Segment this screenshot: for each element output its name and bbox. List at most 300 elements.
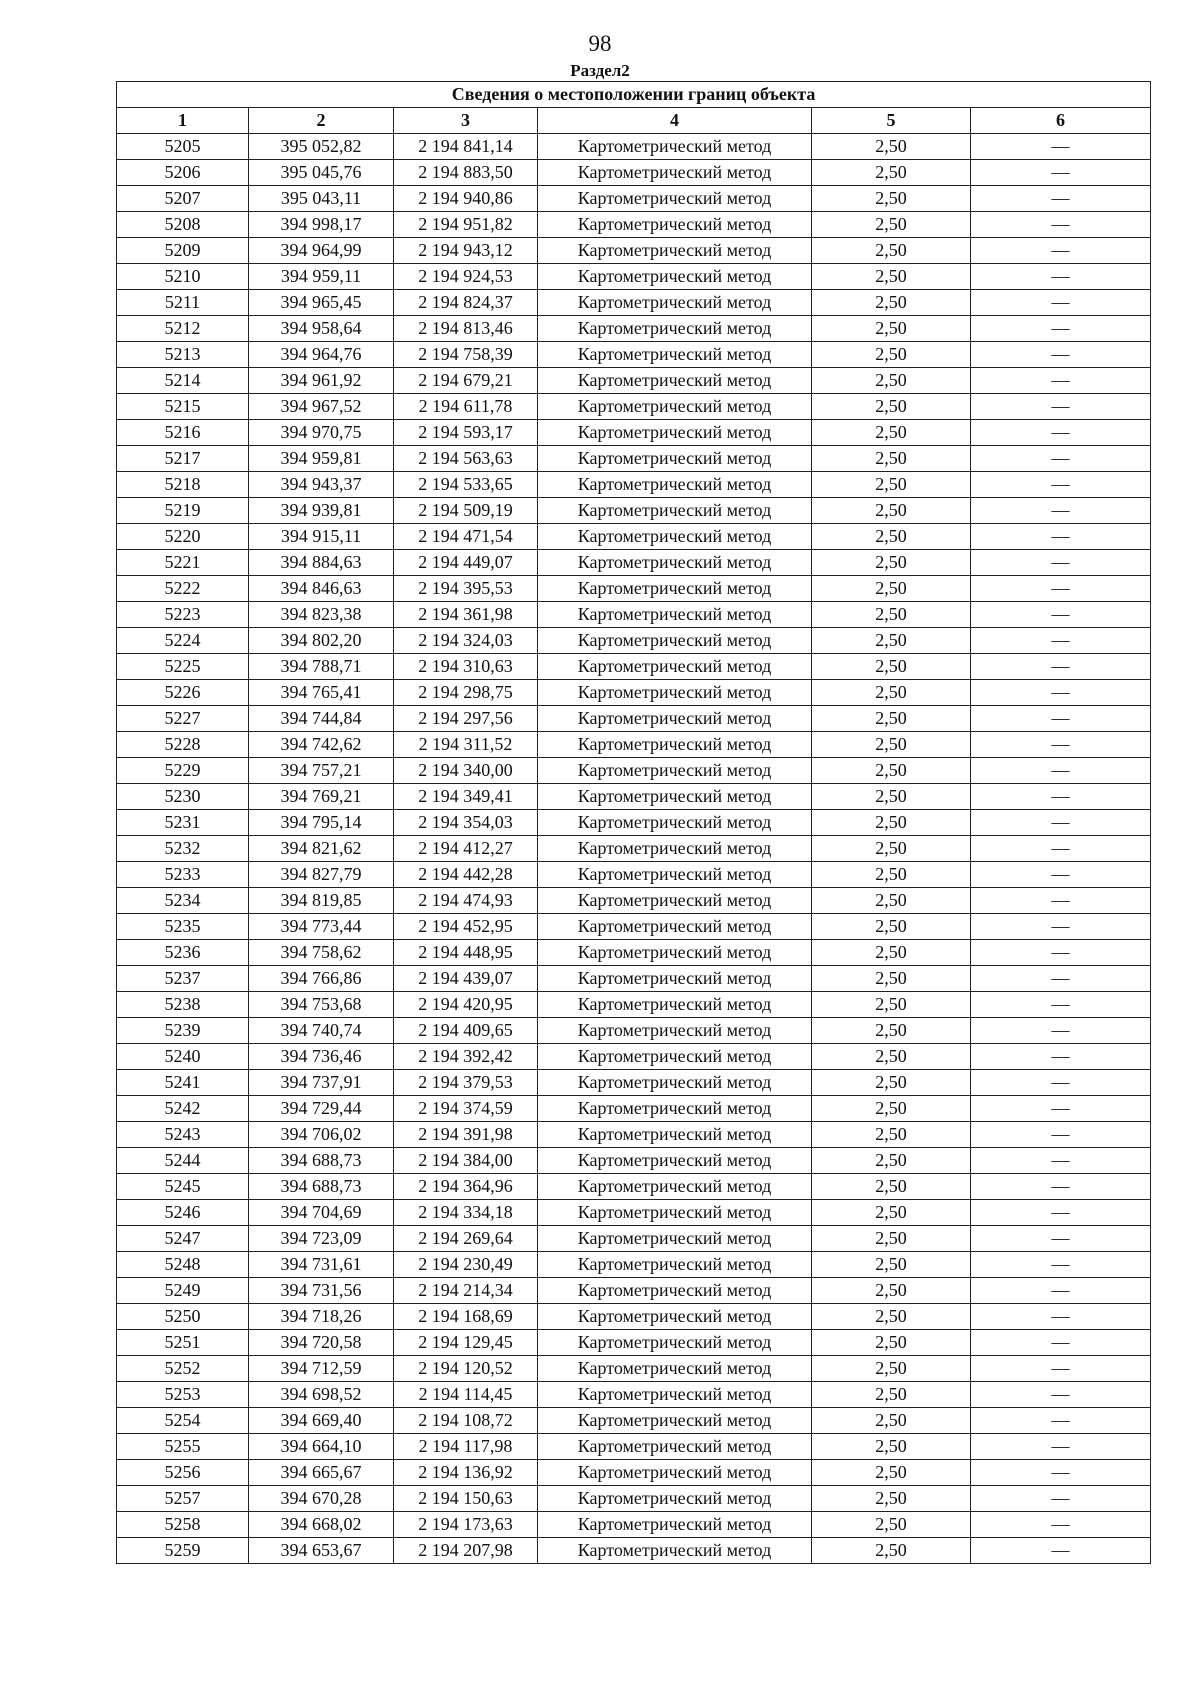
method-cell: Картометрический метод: [538, 1044, 812, 1070]
table-row: [117, 160, 1151, 186]
method-cell: Картометрический метод: [538, 1200, 812, 1226]
table-row: [117, 706, 1151, 732]
point-number-cell: 5245: [117, 1174, 249, 1200]
table-row: [117, 1096, 1151, 1122]
x-coordinate-cell: 394 744,84: [249, 706, 394, 732]
table-row: [117, 628, 1151, 654]
description-cell: —: [971, 1200, 1151, 1226]
x-coordinate-cell: 394 729,44: [249, 1096, 394, 1122]
accuracy-cell: 2,50: [812, 290, 971, 316]
point-number-cell: 5220: [117, 524, 249, 550]
table-row: [117, 1538, 1151, 1564]
x-coordinate-cell: 394 731,56: [249, 1278, 394, 1304]
table-row: [117, 1486, 1151, 1512]
y-coordinate-cell: 2 194 334,18: [394, 1200, 538, 1226]
description-cell: —: [971, 732, 1151, 758]
method-cell: Картометрический метод: [538, 290, 812, 316]
table-row: [117, 810, 1151, 836]
method-cell: Картометрический метод: [538, 212, 812, 238]
accuracy-cell: 2,50: [812, 1122, 971, 1148]
method-cell: Картометрический метод: [538, 238, 812, 264]
column-number: 3: [394, 108, 538, 134]
method-cell: Картометрический метод: [538, 1460, 812, 1486]
x-coordinate-cell: 394 665,67: [249, 1460, 394, 1486]
table-row: [117, 342, 1151, 368]
table-row: [117, 1122, 1151, 1148]
description-cell: —: [971, 1382, 1151, 1408]
table-row: [117, 1356, 1151, 1382]
method-cell: Картометрический метод: [538, 1512, 812, 1538]
point-number-cell: 5241: [117, 1070, 249, 1096]
accuracy-cell: 2,50: [812, 810, 971, 836]
x-coordinate-cell: 394 959,11: [249, 264, 394, 290]
description-cell: —: [971, 1304, 1151, 1330]
table-row: [117, 576, 1151, 602]
y-coordinate-cell: 2 194 114,45: [394, 1382, 538, 1408]
x-coordinate-cell: 394 827,79: [249, 862, 394, 888]
y-coordinate-cell: 2 194 168,69: [394, 1304, 538, 1330]
y-coordinate-cell: 2 194 297,56: [394, 706, 538, 732]
table-row: [117, 550, 1151, 576]
accuracy-cell: 2,50: [812, 966, 971, 992]
method-cell: Картометрический метод: [538, 914, 812, 940]
method-cell: Картометрический метод: [538, 1174, 812, 1200]
accuracy-cell: 2,50: [812, 394, 971, 420]
table-row: [117, 992, 1151, 1018]
description-cell: —: [971, 862, 1151, 888]
accuracy-cell: 2,50: [812, 1226, 971, 1252]
accuracy-cell: 2,50: [812, 1018, 971, 1044]
x-coordinate-cell: 394 961,92: [249, 368, 394, 394]
description-cell: —: [971, 628, 1151, 654]
x-coordinate-cell: 394 788,71: [249, 654, 394, 680]
point-number-cell: 5249: [117, 1278, 249, 1304]
method-cell: Картометрический метод: [538, 1096, 812, 1122]
method-cell: Картометрический метод: [538, 1148, 812, 1174]
y-coordinate-cell: 2 194 349,41: [394, 784, 538, 810]
x-coordinate-cell: 394 737,91: [249, 1070, 394, 1096]
description-cell: —: [971, 1434, 1151, 1460]
y-coordinate-cell: 2 194 474,93: [394, 888, 538, 914]
accuracy-cell: 2,50: [812, 368, 971, 394]
x-coordinate-cell: 394 964,99: [249, 238, 394, 264]
accuracy-cell: 2,50: [812, 1278, 971, 1304]
accuracy-cell: 2,50: [812, 1434, 971, 1460]
point-number-cell: 5215: [117, 394, 249, 420]
method-cell: Картометрический метод: [538, 1278, 812, 1304]
point-number-cell: 5258: [117, 1512, 249, 1538]
x-coordinate-cell: 394 753,68: [249, 992, 394, 1018]
table-row: [117, 316, 1151, 342]
description-cell: —: [971, 550, 1151, 576]
table-row: [117, 238, 1151, 264]
y-coordinate-cell: 2 194 439,07: [394, 966, 538, 992]
x-coordinate-cell: 394 718,26: [249, 1304, 394, 1330]
method-cell: Картометрический метод: [538, 524, 812, 550]
table-row: [117, 446, 1151, 472]
x-coordinate-cell: 394 688,73: [249, 1174, 394, 1200]
description-cell: —: [971, 1460, 1151, 1486]
point-number-cell: 5232: [117, 836, 249, 862]
y-coordinate-cell: 2 194 593,17: [394, 420, 538, 446]
table-row: [117, 1408, 1151, 1434]
point-number-cell: 5255: [117, 1434, 249, 1460]
method-cell: Картометрический метод: [538, 888, 812, 914]
point-number-cell: 5228: [117, 732, 249, 758]
point-number-cell: 5207: [117, 186, 249, 212]
table-row: [117, 394, 1151, 420]
description-cell: —: [971, 342, 1151, 368]
point-number-cell: 5211: [117, 290, 249, 316]
method-cell: Картометрический метод: [538, 992, 812, 1018]
point-number-cell: 5225: [117, 654, 249, 680]
accuracy-cell: 2,50: [812, 680, 971, 706]
method-cell: Картометрический метод: [538, 446, 812, 472]
accuracy-cell: 2,50: [812, 1460, 971, 1486]
method-cell: Картометрический метод: [538, 810, 812, 836]
description-cell: —: [971, 1018, 1151, 1044]
y-coordinate-cell: 2 194 533,65: [394, 472, 538, 498]
description-cell: —: [971, 914, 1151, 940]
column-number: 6: [971, 108, 1151, 134]
table-row: [117, 888, 1151, 914]
description-cell: —: [971, 1330, 1151, 1356]
y-coordinate-cell: 2 194 442,28: [394, 862, 538, 888]
table-row: [117, 836, 1151, 862]
point-number-cell: 5238: [117, 992, 249, 1018]
y-coordinate-cell: 2 194 298,75: [394, 680, 538, 706]
x-coordinate-cell: 394 884,63: [249, 550, 394, 576]
table-row: [117, 1174, 1151, 1200]
description-cell: —: [971, 784, 1151, 810]
point-number-cell: 5217: [117, 446, 249, 472]
method-cell: Картометрический метод: [538, 966, 812, 992]
point-number-cell: 5216: [117, 420, 249, 446]
y-coordinate-cell: 2 194 448,95: [394, 940, 538, 966]
x-coordinate-cell: 394 668,02: [249, 1512, 394, 1538]
accuracy-cell: 2,50: [812, 784, 971, 810]
accuracy-cell: 2,50: [812, 732, 971, 758]
x-coordinate-cell: 394 998,17: [249, 212, 394, 238]
y-coordinate-cell: 2 194 841,14: [394, 134, 538, 160]
method-cell: Картометрический метод: [538, 758, 812, 784]
point-number-cell: 5256: [117, 1460, 249, 1486]
method-cell: Картометрический метод: [538, 784, 812, 810]
accuracy-cell: 2,50: [812, 550, 971, 576]
accuracy-cell: 2,50: [812, 1382, 971, 1408]
point-number-cell: 5244: [117, 1148, 249, 1174]
accuracy-cell: 2,50: [812, 888, 971, 914]
description-cell: —: [971, 1174, 1151, 1200]
y-coordinate-cell: 2 194 449,07: [394, 550, 538, 576]
description-cell: —: [971, 836, 1151, 862]
method-cell: Картометрический метод: [538, 1408, 812, 1434]
y-coordinate-cell: 2 194 117,98: [394, 1434, 538, 1460]
description-cell: —: [971, 264, 1151, 290]
point-number-cell: 5209: [117, 238, 249, 264]
method-cell: Картометрический метод: [538, 1070, 812, 1096]
y-coordinate-cell: 2 194 758,39: [394, 342, 538, 368]
table-title: Сведения о местоположении границ объекта: [117, 82, 1151, 108]
table-row: [117, 498, 1151, 524]
x-coordinate-cell: 394 939,81: [249, 498, 394, 524]
accuracy-cell: 2,50: [812, 524, 971, 550]
x-coordinate-cell: 394 712,59: [249, 1356, 394, 1382]
point-number-cell: 5251: [117, 1330, 249, 1356]
accuracy-cell: 2,50: [812, 1070, 971, 1096]
accuracy-cell: 2,50: [812, 134, 971, 160]
method-cell: Картометрический метод: [538, 680, 812, 706]
method-cell: Картометрический метод: [538, 1122, 812, 1148]
accuracy-cell: 2,50: [812, 342, 971, 368]
y-coordinate-cell: 2 194 361,98: [394, 602, 538, 628]
description-cell: —: [971, 888, 1151, 914]
accuracy-cell: 2,50: [812, 1044, 971, 1070]
table-row: [117, 732, 1151, 758]
x-coordinate-cell: 394 959,81: [249, 446, 394, 472]
table-row: [117, 472, 1151, 498]
y-coordinate-cell: 2 194 311,52: [394, 732, 538, 758]
method-cell: Картометрический метод: [538, 1486, 812, 1512]
description-cell: —: [971, 394, 1151, 420]
x-coordinate-cell: 395 045,76: [249, 160, 394, 186]
method-cell: Картометрический метод: [538, 940, 812, 966]
point-number-cell: 5206: [117, 160, 249, 186]
point-number-cell: 5247: [117, 1226, 249, 1252]
column-number: 5: [812, 108, 971, 134]
point-number-cell: 5234: [117, 888, 249, 914]
y-coordinate-cell: 2 194 940,86: [394, 186, 538, 212]
point-number-cell: 5253: [117, 1382, 249, 1408]
method-cell: Картометрический метод: [538, 836, 812, 862]
y-coordinate-cell: 2 194 364,96: [394, 1174, 538, 1200]
y-coordinate-cell: 2 194 391,98: [394, 1122, 538, 1148]
description-cell: —: [971, 1096, 1151, 1122]
method-cell: Картометрический метод: [538, 1330, 812, 1356]
method-cell: Картометрический метод: [538, 1252, 812, 1278]
description-cell: —: [971, 602, 1151, 628]
table-row: [117, 862, 1151, 888]
description-cell: —: [971, 758, 1151, 784]
page-number: 98: [588, 31, 612, 56]
table-title-row: [117, 82, 1151, 108]
accuracy-cell: 2,50: [812, 1252, 971, 1278]
point-number-cell: 5222: [117, 576, 249, 602]
y-coordinate-cell: 2 194 214,34: [394, 1278, 538, 1304]
accuracy-cell: 2,50: [812, 914, 971, 940]
point-number-cell: 5233: [117, 862, 249, 888]
accuracy-cell: 2,50: [812, 1174, 971, 1200]
description-cell: —: [971, 1070, 1151, 1096]
table-row: [117, 420, 1151, 446]
point-number-cell: 5250: [117, 1304, 249, 1330]
method-cell: Картометрический метод: [538, 654, 812, 680]
point-number-cell: 5236: [117, 940, 249, 966]
accuracy-cell: 2,50: [812, 498, 971, 524]
accuracy-cell: 2,50: [812, 1486, 971, 1512]
point-number-cell: 5246: [117, 1200, 249, 1226]
point-number-cell: 5218: [117, 472, 249, 498]
y-coordinate-cell: 2 194 452,95: [394, 914, 538, 940]
x-coordinate-cell: 394 688,73: [249, 1148, 394, 1174]
point-number-cell: 5242: [117, 1096, 249, 1122]
table-row: [117, 654, 1151, 680]
x-coordinate-cell: 394 802,20: [249, 628, 394, 654]
point-number-cell: 5239: [117, 1018, 249, 1044]
method-cell: Картометрический метод: [538, 186, 812, 212]
y-coordinate-cell: 2 194 395,53: [394, 576, 538, 602]
point-number-cell: 5231: [117, 810, 249, 836]
point-number-cell: 5259: [117, 1538, 249, 1564]
column-number: 4: [538, 108, 812, 134]
point-number-cell: 5221: [117, 550, 249, 576]
x-coordinate-cell: 394 821,62: [249, 836, 394, 862]
accuracy-cell: 2,50: [812, 1330, 971, 1356]
column-number: 2: [249, 108, 394, 134]
point-number-cell: 5230: [117, 784, 249, 810]
method-cell: Картометрический метод: [538, 316, 812, 342]
method-cell: Картометрический метод: [538, 134, 812, 160]
y-coordinate-cell: 2 194 173,63: [394, 1512, 538, 1538]
x-coordinate-cell: 394 742,62: [249, 732, 394, 758]
accuracy-cell: 2,50: [812, 160, 971, 186]
description-cell: —: [971, 706, 1151, 732]
description-cell: —: [971, 1278, 1151, 1304]
method-cell: Картометрический метод: [538, 1356, 812, 1382]
x-coordinate-cell: 394 720,58: [249, 1330, 394, 1356]
boundary-coordinates-table: [116, 81, 1151, 1564]
method-cell: Картометрический метод: [538, 706, 812, 732]
table-row: [117, 134, 1151, 160]
point-number-cell: 5210: [117, 264, 249, 290]
column-number: 1: [117, 108, 249, 134]
description-cell: —: [971, 1538, 1151, 1564]
table-row: [117, 784, 1151, 810]
method-cell: Картометрический метод: [538, 368, 812, 394]
x-coordinate-cell: 394 819,85: [249, 888, 394, 914]
point-number-cell: 5208: [117, 212, 249, 238]
description-cell: —: [971, 1044, 1151, 1070]
accuracy-cell: 2,50: [812, 758, 971, 784]
y-coordinate-cell: 2 194 392,42: [394, 1044, 538, 1070]
method-cell: Картометрический метод: [538, 264, 812, 290]
method-cell: Картометрический метод: [538, 160, 812, 186]
table-row: [117, 1070, 1151, 1096]
point-number-cell: 5229: [117, 758, 249, 784]
method-cell: Картометрический метод: [538, 420, 812, 446]
table-row: [117, 1278, 1151, 1304]
y-coordinate-cell: 2 194 883,50: [394, 160, 538, 186]
description-cell: —: [971, 1252, 1151, 1278]
table-row: [117, 290, 1151, 316]
y-coordinate-cell: 2 194 379,53: [394, 1070, 538, 1096]
point-number-cell: 5223: [117, 602, 249, 628]
description-cell: —: [971, 498, 1151, 524]
y-coordinate-cell: 2 194 563,63: [394, 446, 538, 472]
x-coordinate-cell: 394 766,86: [249, 966, 394, 992]
accuracy-cell: 2,50: [812, 212, 971, 238]
method-cell: Картометрический метод: [538, 498, 812, 524]
description-cell: —: [971, 212, 1151, 238]
description-cell: —: [971, 1148, 1151, 1174]
table-row: [117, 524, 1151, 550]
accuracy-cell: 2,50: [812, 628, 971, 654]
x-coordinate-cell: 394 698,52: [249, 1382, 394, 1408]
accuracy-cell: 2,50: [812, 1356, 971, 1382]
y-coordinate-cell: 2 194 611,78: [394, 394, 538, 420]
y-coordinate-cell: 2 194 420,95: [394, 992, 538, 1018]
y-coordinate-cell: 2 194 269,64: [394, 1226, 538, 1252]
accuracy-cell: 2,50: [812, 264, 971, 290]
x-coordinate-cell: 394 669,40: [249, 1408, 394, 1434]
description-cell: —: [971, 1356, 1151, 1382]
accuracy-cell: 2,50: [812, 238, 971, 264]
accuracy-cell: 2,50: [812, 1408, 971, 1434]
point-number-cell: 5257: [117, 1486, 249, 1512]
y-coordinate-cell: 2 194 509,19: [394, 498, 538, 524]
method-cell: Картометрический метод: [538, 1304, 812, 1330]
description-cell: —: [971, 1408, 1151, 1434]
accuracy-cell: 2,50: [812, 836, 971, 862]
point-number-cell: 5254: [117, 1408, 249, 1434]
x-coordinate-cell: 394 757,21: [249, 758, 394, 784]
table-row: [117, 1252, 1151, 1278]
table-body: [117, 134, 1151, 1564]
description-cell: —: [971, 524, 1151, 550]
point-number-cell: 5214: [117, 368, 249, 394]
x-coordinate-cell: 394 965,45: [249, 290, 394, 316]
y-coordinate-cell: 2 194 384,00: [394, 1148, 538, 1174]
point-number-cell: 5248: [117, 1252, 249, 1278]
y-coordinate-cell: 2 194 409,65: [394, 1018, 538, 1044]
x-coordinate-cell: 395 052,82: [249, 134, 394, 160]
y-coordinate-cell: 2 194 951,82: [394, 212, 538, 238]
method-cell: Картометрический метод: [538, 1226, 812, 1252]
description-cell: —: [971, 134, 1151, 160]
description-cell: —: [971, 472, 1151, 498]
x-coordinate-cell: 394 670,28: [249, 1486, 394, 1512]
y-coordinate-cell: 2 194 824,37: [394, 290, 538, 316]
x-coordinate-cell: 394 664,10: [249, 1434, 394, 1460]
y-coordinate-cell: 2 194 679,21: [394, 368, 538, 394]
description-cell: —: [971, 316, 1151, 342]
table-row: [117, 1434, 1151, 1460]
x-coordinate-cell: 394 958,64: [249, 316, 394, 342]
y-coordinate-cell: 2 194 324,03: [394, 628, 538, 654]
description-cell: —: [971, 290, 1151, 316]
y-coordinate-cell: 2 194 310,63: [394, 654, 538, 680]
method-cell: Картометрический метод: [538, 576, 812, 602]
y-coordinate-cell: 2 194 150,63: [394, 1486, 538, 1512]
point-number-cell: 5227: [117, 706, 249, 732]
table-row: [117, 1460, 1151, 1486]
y-coordinate-cell: 2 194 230,49: [394, 1252, 538, 1278]
point-number-cell: 5243: [117, 1122, 249, 1148]
x-coordinate-cell: 394 758,62: [249, 940, 394, 966]
table-row: [117, 1148, 1151, 1174]
table-row: [117, 758, 1151, 784]
description-cell: —: [971, 680, 1151, 706]
x-coordinate-cell: 394 846,63: [249, 576, 394, 602]
table-row: [117, 1512, 1151, 1538]
method-cell: Картометрический метод: [538, 1382, 812, 1408]
x-coordinate-cell: 394 731,61: [249, 1252, 394, 1278]
accuracy-cell: 2,50: [812, 186, 971, 212]
column-number-row: [117, 108, 1151, 134]
x-coordinate-cell: 394 736,46: [249, 1044, 394, 1070]
point-number-cell: 5237: [117, 966, 249, 992]
description-cell: —: [971, 966, 1151, 992]
